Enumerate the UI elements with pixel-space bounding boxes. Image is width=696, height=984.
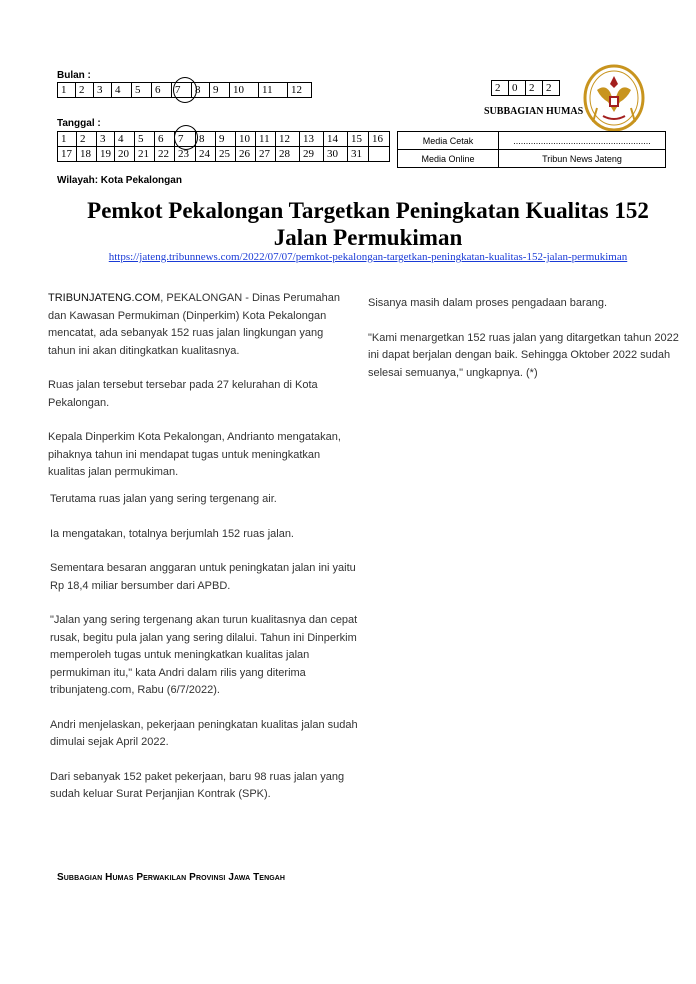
- grid-cell: 1: [58, 83, 76, 98]
- left-column: [48, 290, 348, 482]
- paragraph-lead: [48, 290, 348, 360]
- grid-cell: 1: [58, 132, 77, 147]
- paragraph: Ruas jalan tersebut tersebar pada 27 kelurahan di Kota Pekalongan.: [48, 379, 318, 409]
- grid-cell: 0: [509, 81, 526, 96]
- grid-cell: 6: [155, 132, 175, 147]
- grid-cell: 15: [348, 132, 369, 147]
- day-grid: [57, 131, 390, 162]
- left-column-lower: [50, 491, 360, 804]
- grid-cell: 2: [526, 81, 543, 96]
- lead-source: TRIBUNJATENG.COM: [48, 292, 161, 304]
- grid-cell: 16: [369, 132, 390, 147]
- grid-cell: 17: [58, 147, 77, 162]
- paragraph: Sementara besaran anggaran untuk peningkatan jalan ini yaitu Rp 18,4 miliar bersumber dari APBD.: [50, 562, 356, 592]
- paragraph: Terutama ruas jalan yang sering tergenang air.: [50, 493, 277, 505]
- media-row-online: [398, 150, 666, 168]
- grid-cell: 5: [132, 83, 152, 98]
- grid-cell: 23: [175, 147, 196, 162]
- grid-cell: 10: [236, 132, 256, 147]
- grid-cell: 4: [115, 132, 135, 147]
- lead-text: , PEKALONGAN - Dinas Perumahan dan Kawasan Permukiman (Dinperkim) Kota Pekalongan mencatat, ada sebanyak 152 ruas jalan lingkungan yang tahun ini akan ditingkatkan kualitasnya.: [48, 292, 340, 357]
- bulan-label: Bulan :: [57, 70, 91, 81]
- grid-cell: 3: [94, 83, 112, 98]
- media-cetak-value: .......................................................: [499, 132, 666, 150]
- garuda-emblem-icon: [583, 64, 645, 132]
- media-cetak-label: Media Cetak: [398, 132, 499, 150]
- footer-label: Subbagian Humas Perwakilan Provinsi Jawa Tengah: [57, 872, 286, 883]
- grid-cell: 2: [543, 81, 560, 96]
- grid-cell: 9: [216, 132, 236, 147]
- grid-cell: 12: [276, 132, 300, 147]
- grid-cell: 18: [77, 147, 97, 162]
- paragraph: "Kami menargetkan 152 ruas jalan yang ditargetkan tahun 2022 ini dapat berjalan dengan baik. Sehingga Oktober 2022 sudah selesai semuanya," ungkapnya. (*): [368, 331, 679, 379]
- grid-cell: 11: [259, 83, 288, 98]
- grid-cell: 2: [77, 132, 97, 147]
- grid-cell: 27: [256, 147, 276, 162]
- grid-cell: 25: [216, 147, 236, 162]
- grid-cell: 11: [256, 132, 276, 147]
- grid-cell: [369, 147, 390, 162]
- paragraph: "Jalan yang sering tergenang akan turun kualitasnya dan cepat rusak, begitu pula jalan yang sering dilalui. Tahun ini Dinperkim memperoleh tugas untuk meningkatkan kualitas jalan permukiman itu," kata Andri dalam rilis yang diterima tribunjateng.com, Rabu (6/7/2022).: [50, 614, 358, 696]
- right-column: [368, 295, 686, 382]
- paragraph: Andri menjelaskan, pekerjaan peningkatan kualitas jalan sudah dimulai sejak April 2022.: [50, 718, 358, 748]
- article-title: [40, 197, 696, 251]
- paragraph: Sisanya masih dalam proses pengadaan barang.: [368, 297, 608, 309]
- grid-cell: 31: [348, 147, 369, 162]
- media-row-cetak: [398, 132, 666, 150]
- grid-cell: 28: [276, 147, 300, 162]
- grid-cell: 21: [135, 147, 155, 162]
- grid-cell: 22: [155, 147, 175, 162]
- grid-cell: 26: [236, 147, 256, 162]
- title-line-1: Pemkot Pekalongan Targetkan Peningkatan Kualitas 152: [87, 198, 649, 223]
- media-online-label: Media Online: [398, 150, 499, 168]
- grid-cell: 2: [492, 81, 509, 96]
- grid-cell: 7: [172, 83, 192, 98]
- title-line-2: Jalan Permukiman: [273, 225, 463, 250]
- grid-cell: 20: [115, 147, 135, 162]
- grid-cell: 6: [152, 83, 172, 98]
- grid-cell: 8: [196, 132, 216, 147]
- grid-cell: 29: [300, 147, 324, 162]
- grid-cell: 13: [300, 132, 324, 147]
- grid-cell: 24: [196, 147, 216, 162]
- media-online-value: Tribun News Jateng: [499, 150, 666, 168]
- media-table: [397, 131, 666, 168]
- paragraph: Dari sebanyak 152 paket pekerjaan, baru 98 ruas jalan yang sudah keluar Surat Perjanjian Kontrak (SPK).: [50, 770, 345, 800]
- grid-cell: 7: [175, 132, 196, 147]
- grid-cell: 14: [324, 132, 348, 147]
- grid-cell: 9: [210, 83, 230, 98]
- wilayah-label: Wilayah: Kota Pekalongan: [57, 175, 182, 186]
- paragraph: Kepala Dinperkim Kota Pekalongan, Andrianto mengatakan, pihaknya tahun ini mendapat tugas untuk meningkatkan kualitas jalan permukiman.: [48, 431, 341, 478]
- grid-cell: 2: [76, 83, 94, 98]
- paragraph: Ia mengatakan, totalnya berjumlah 152 ruas jalan.: [50, 527, 294, 540]
- grid-cell: 19: [97, 147, 115, 162]
- month-selection-circle: [173, 77, 197, 103]
- dept-label: SUBBAGIAN HUMAS: [484, 106, 584, 117]
- article-url-link[interactable]: https://jateng.tribunnews.com/2022/07/07/pemkot-pekalongan-targetkan-peningkatan-kualitas-152-jalan-permukiman: [108, 251, 628, 263]
- tanggal-label: Tanggal :: [57, 118, 101, 129]
- grid-cell: 5: [135, 132, 155, 147]
- year-box: [491, 80, 560, 96]
- grid-cell: 10: [230, 83, 259, 98]
- day-selection-circle: [174, 125, 198, 150]
- grid-cell: 12: [288, 83, 312, 98]
- grid-cell: 30: [324, 147, 348, 162]
- grid-cell: 8: [192, 83, 210, 98]
- grid-cell: 3: [97, 132, 115, 147]
- grid-cell: 4: [112, 83, 132, 98]
